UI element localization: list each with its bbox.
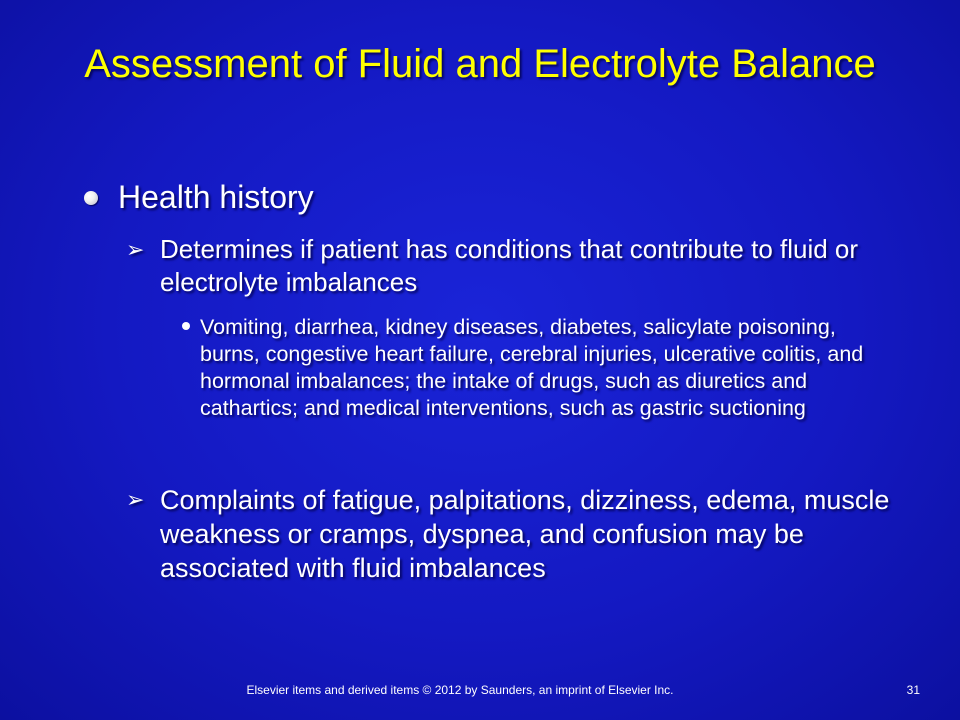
bullet-level2-complaints [126,483,906,585]
dot-bullet-icon [178,314,200,341]
slide-title: Assessment of Fluid and Electrolyte Balance [84,42,876,86]
page-number: 31 [906,683,920,697]
bullet-text: Complaints of fatigue, palpitations, dizziness, edema, muscle weakness or cramps, dyspnea, and confusion may be associated with fluid imbalances [160,485,890,583]
bullet-level2-determines [126,233,906,299]
bullet-level1-health-history [76,178,896,216]
bullet-text: Vomiting, diarrhea, kidney diseases, diabetes, salicylate poisoning, burns, congestive heart failure, cerebral injuries, ulcerative colitis, and hormonal imbalances; the intake of drugs, such as diuretics and cathartics; and medical interventions, such as gastric suctioning [200,315,864,420]
bullet-text: Determines if patient has conditions that contribute to fluid or electrolyte imbalances [160,234,859,297]
round-bullet-icon [76,178,118,216]
arrow-bullet-icon: ➢ [126,487,145,512]
bullet-level3-conditions [178,314,890,422]
arrow-bullet-icon: ➢ [126,237,145,262]
bullet-text: Health history [118,179,314,215]
copyright-footer: Elsevier items and derived items © 2012 by Saunders, an imprint of Elsevier Inc. [246,683,674,697]
